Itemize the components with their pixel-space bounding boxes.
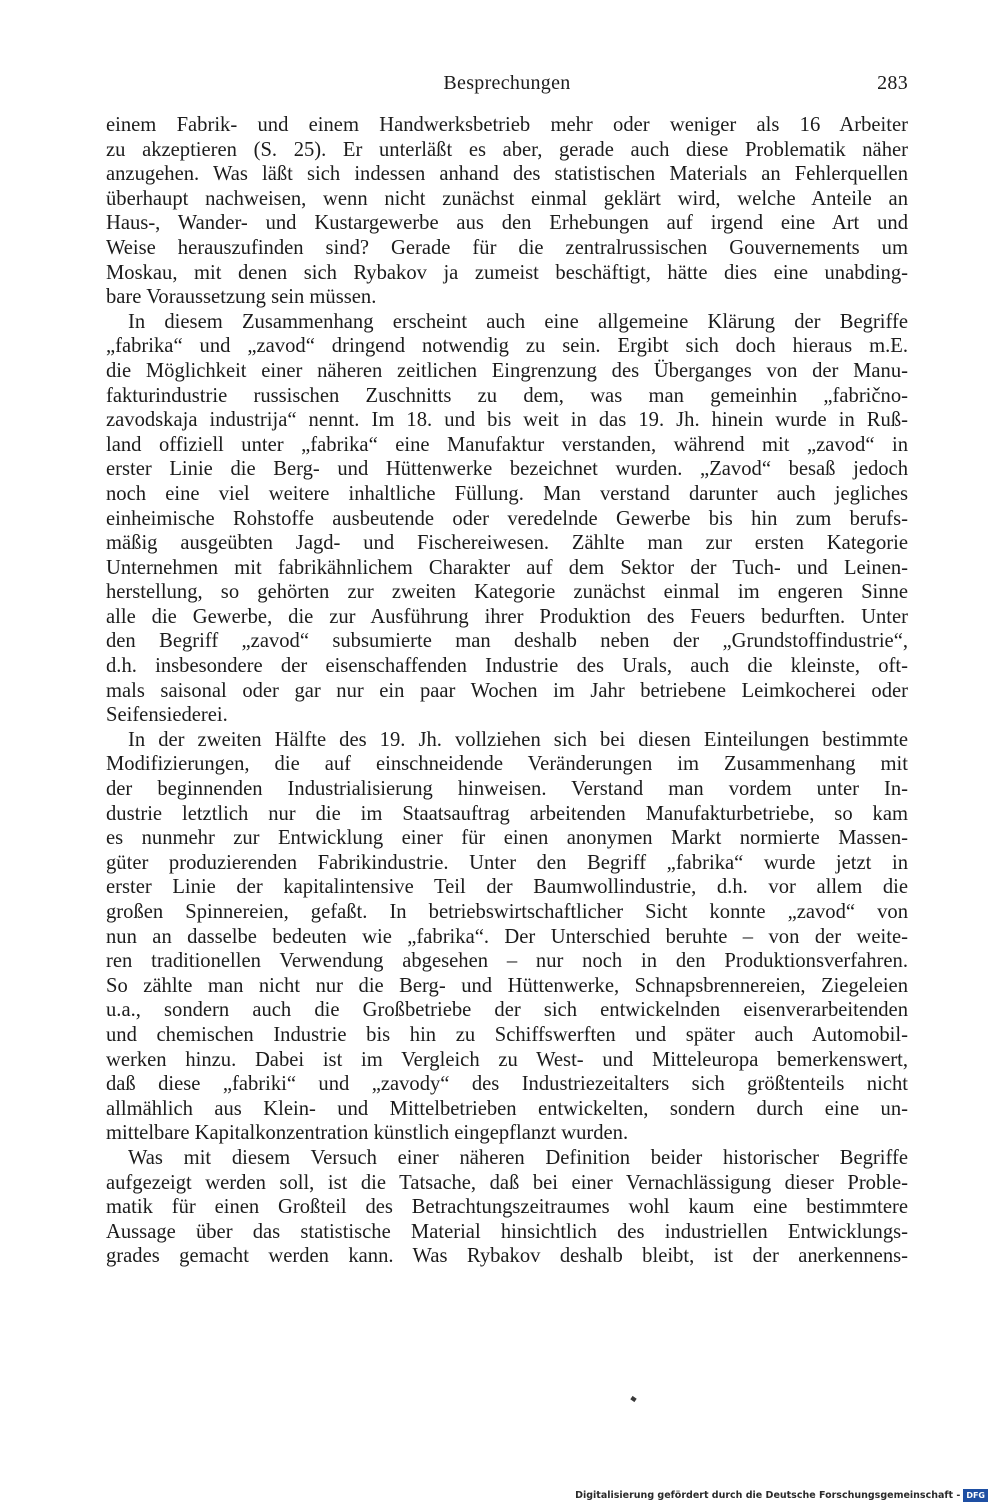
- text-line: zavodskaja industrija“ nennt. Im 18. und bis weit in das 19. Jh. hinein wurde in Ruß-: [106, 409, 908, 432]
- text-line: Was mit diesem Versuch einer näheren Definition beider historischer Begriffe: [128, 1146, 908, 1169]
- text-line: zu akzeptieren (S. 25). Er unterläßt es aber, gerade auch diese Problematik näher: [106, 138, 908, 161]
- text-line: fakturindustrie russischen Zuschnitts zu dem, was man gemeinhin „fabrično-: [106, 384, 908, 407]
- text-line: herstellung, so gehörten zur zweiten Kategorie zunächst einmal im engeren Sinne: [106, 581, 908, 604]
- text-line: mals saisonal oder gar nur ein paar Wochen im Jahr betriebene Leimkocherei oder: [106, 679, 908, 702]
- text-line: mäßig ausgeübten Jagd- und Fischereiwesen. Zählte man zur ersten Kategorie: [106, 532, 908, 555]
- text-line: Haus-, Wander- und Kustargewerbe aus den Erhebungen auf irgend eine Art und: [106, 212, 908, 235]
- scan-speck: [630, 1396, 636, 1402]
- text-line: „fabrika“ und „zavod“ dringend notwendig zu sein. Ergibt sich doch hieraus m.E.: [106, 335, 908, 358]
- text-line: land offiziell unter „fabrika“ eine Manufaktur verstanden, während mit „zavod“ in: [106, 433, 908, 456]
- page-number: 283: [877, 72, 908, 94]
- text-line: noch eine viel weitere inhaltliche Füllung. Man verstand darunter auch jegliches: [106, 482, 908, 505]
- text-line: In der zweiten Hälfte des 19. Jh. vollziehen sich bei diesen Einteilungen bestimmte: [128, 728, 908, 751]
- digitization-footer: [575, 1489, 988, 1502]
- text-line: einem Fabrik- und einem Handwerksbetrieb mehr oder weniger als 16 Arbeiter: [106, 114, 908, 136]
- text-line: dustrie letztlich nur die im Staatsauftrag arbeitenden Manufakturbetriebe, so kam: [106, 802, 908, 825]
- paragraph-1: [106, 113, 908, 310]
- text-line: werken hinzu. Dabei ist im Vergleich zu West- und Mitteleuropa bemerkenswert,: [106, 1048, 908, 1071]
- text-line: nun an dasselbe bedeuten wie „fabrika“. Der Unterschied beruhte – von der weite-: [106, 925, 908, 948]
- text-line: erster Linie der kapitalintensive Teil der Baumwollindustrie, d.h. vor allem die: [106, 876, 908, 899]
- paragraph-4: [106, 1146, 908, 1269]
- text-line: aufgezeigt werden soll, ist die Tatsache, daß bei einer Vernachlässigung dieser Proble-: [106, 1171, 908, 1194]
- text-line: es nunmehr zur Entwicklung einer für einen anonymen Markt normierte Massen-: [106, 827, 908, 850]
- text-line: mittelbare Kapitalkonzentration künstlich eingepflanzt wurden.: [106, 1122, 629, 1145]
- text-line: großen Spinnereien, gefaßt. In betriebswirtschaftlicher Sicht konnte „zavod“ von: [106, 901, 908, 923]
- footer-credit: Digitalisierung gefördert durch die Deutsche Forschungsgemeinschaft -: [575, 1490, 961, 1501]
- text-line: u.a., sondern auch die Großbetriebe der sich entwickelnden eisenverarbeitenden: [106, 999, 908, 1022]
- text-line: erster Linie die Berg- und Hüttenwerke bezeichnet wurden. „Zavod“ besaß jedoch: [106, 458, 908, 481]
- text-line: ren traditionellen Verwendung abgesehen – nur noch in den Produktionsverfahren.: [106, 950, 908, 973]
- text-line: grades gemacht werden kann. Was Rybakov deshalb bleibt, ist der anerkennens-: [106, 1245, 908, 1268]
- text-line: den Begriff „zavod“ subsumierte man deshalb neben der „Grundstoffindustrie“,: [106, 630, 908, 653]
- text-line: Moskau, mit denen sich Rybakov ja zumeist beschäftigt, hätte dies eine unabding-: [106, 261, 908, 284]
- text-line: alle die Gewerbe, die zur Ausführung ihrer Produktion des Feuers bedurften. Unter: [106, 605, 908, 628]
- text-line: d.h. insbesondere der eisenschaffenden Industrie des Urals, auch die kleinste, oft-: [106, 655, 908, 678]
- text-line: Modifizierungen, die auf einschneidende Veränderungen im Zusammenhang mit: [106, 753, 908, 776]
- paragraph-2: [106, 310, 908, 728]
- text-line: und chemischen Industrie bis hin zu Schiffswerften und später auch Automobil-: [106, 1023, 908, 1046]
- text-line: daß diese „fabriki“ und „zavody“ des Industriezeitalters sich größtenteils nicht: [106, 1073, 908, 1096]
- text-line: Aussage über das statistische Material hinsichtlich des industriellen Entwicklungs-: [106, 1220, 908, 1243]
- text-line: güter produzierenden Fabrikindustrie. Unter den Begriff „fabrika“ wurde jetzt in: [106, 851, 908, 874]
- text-line: bare Voraussetzung sein müssen.: [106, 286, 377, 309]
- text-line: Seifensiederei.: [106, 704, 228, 727]
- running-head: [106, 72, 908, 102]
- text-line: Unternehmen mit fabrikähnlichem Charakter auf dem Sektor der Tuch- und Leinen-: [106, 556, 908, 579]
- paragraph-3: [106, 728, 908, 1146]
- dfg-logo-icon: DFG: [963, 1489, 988, 1502]
- text-line: In diesem Zusammenhang erscheint auch eine allgemeine Klärung der Begriffe: [128, 310, 908, 333]
- text-line: So zählte man nicht nur die Berg- und Hüttenwerke, Schnapsbrennereien, Ziegeleien: [106, 974, 908, 997]
- text-line: einheimische Rohstoffe ausbeutende oder veredelnde Gewerbe bis hin zum berufs-: [106, 507, 908, 530]
- text-line: Weise herauszufinden sind? Gerade für die zentralrussischen Gouvernements um: [106, 236, 908, 259]
- text-line: überhaupt nachweisen, wenn nicht zunächst einmal geklärt wird, welche Anteile an: [106, 187, 908, 210]
- text-line: die Möglichkeit einer näheren zeitlichen Eingrenzung des Überganges von der Manu-: [106, 359, 908, 382]
- text-line: allmählich aus Klein- und Mittelbetrieben entwickelten, sondern durch eine un-: [106, 1097, 908, 1120]
- text-line: matik für einen Großteil des Betrachtungszeitraumes wohl kaum eine bestimmtere: [106, 1196, 908, 1219]
- running-head-title: Besprechungen: [443, 72, 571, 94]
- body-text: [106, 113, 908, 1269]
- text-line: anzugehen. Was läßt sich indessen anhand des statistischen Materials an Fehlerquellen: [106, 163, 908, 186]
- text-line: der beginnenden Industrialisierung hinweisen. Verstand man vordem unter In-: [106, 778, 908, 801]
